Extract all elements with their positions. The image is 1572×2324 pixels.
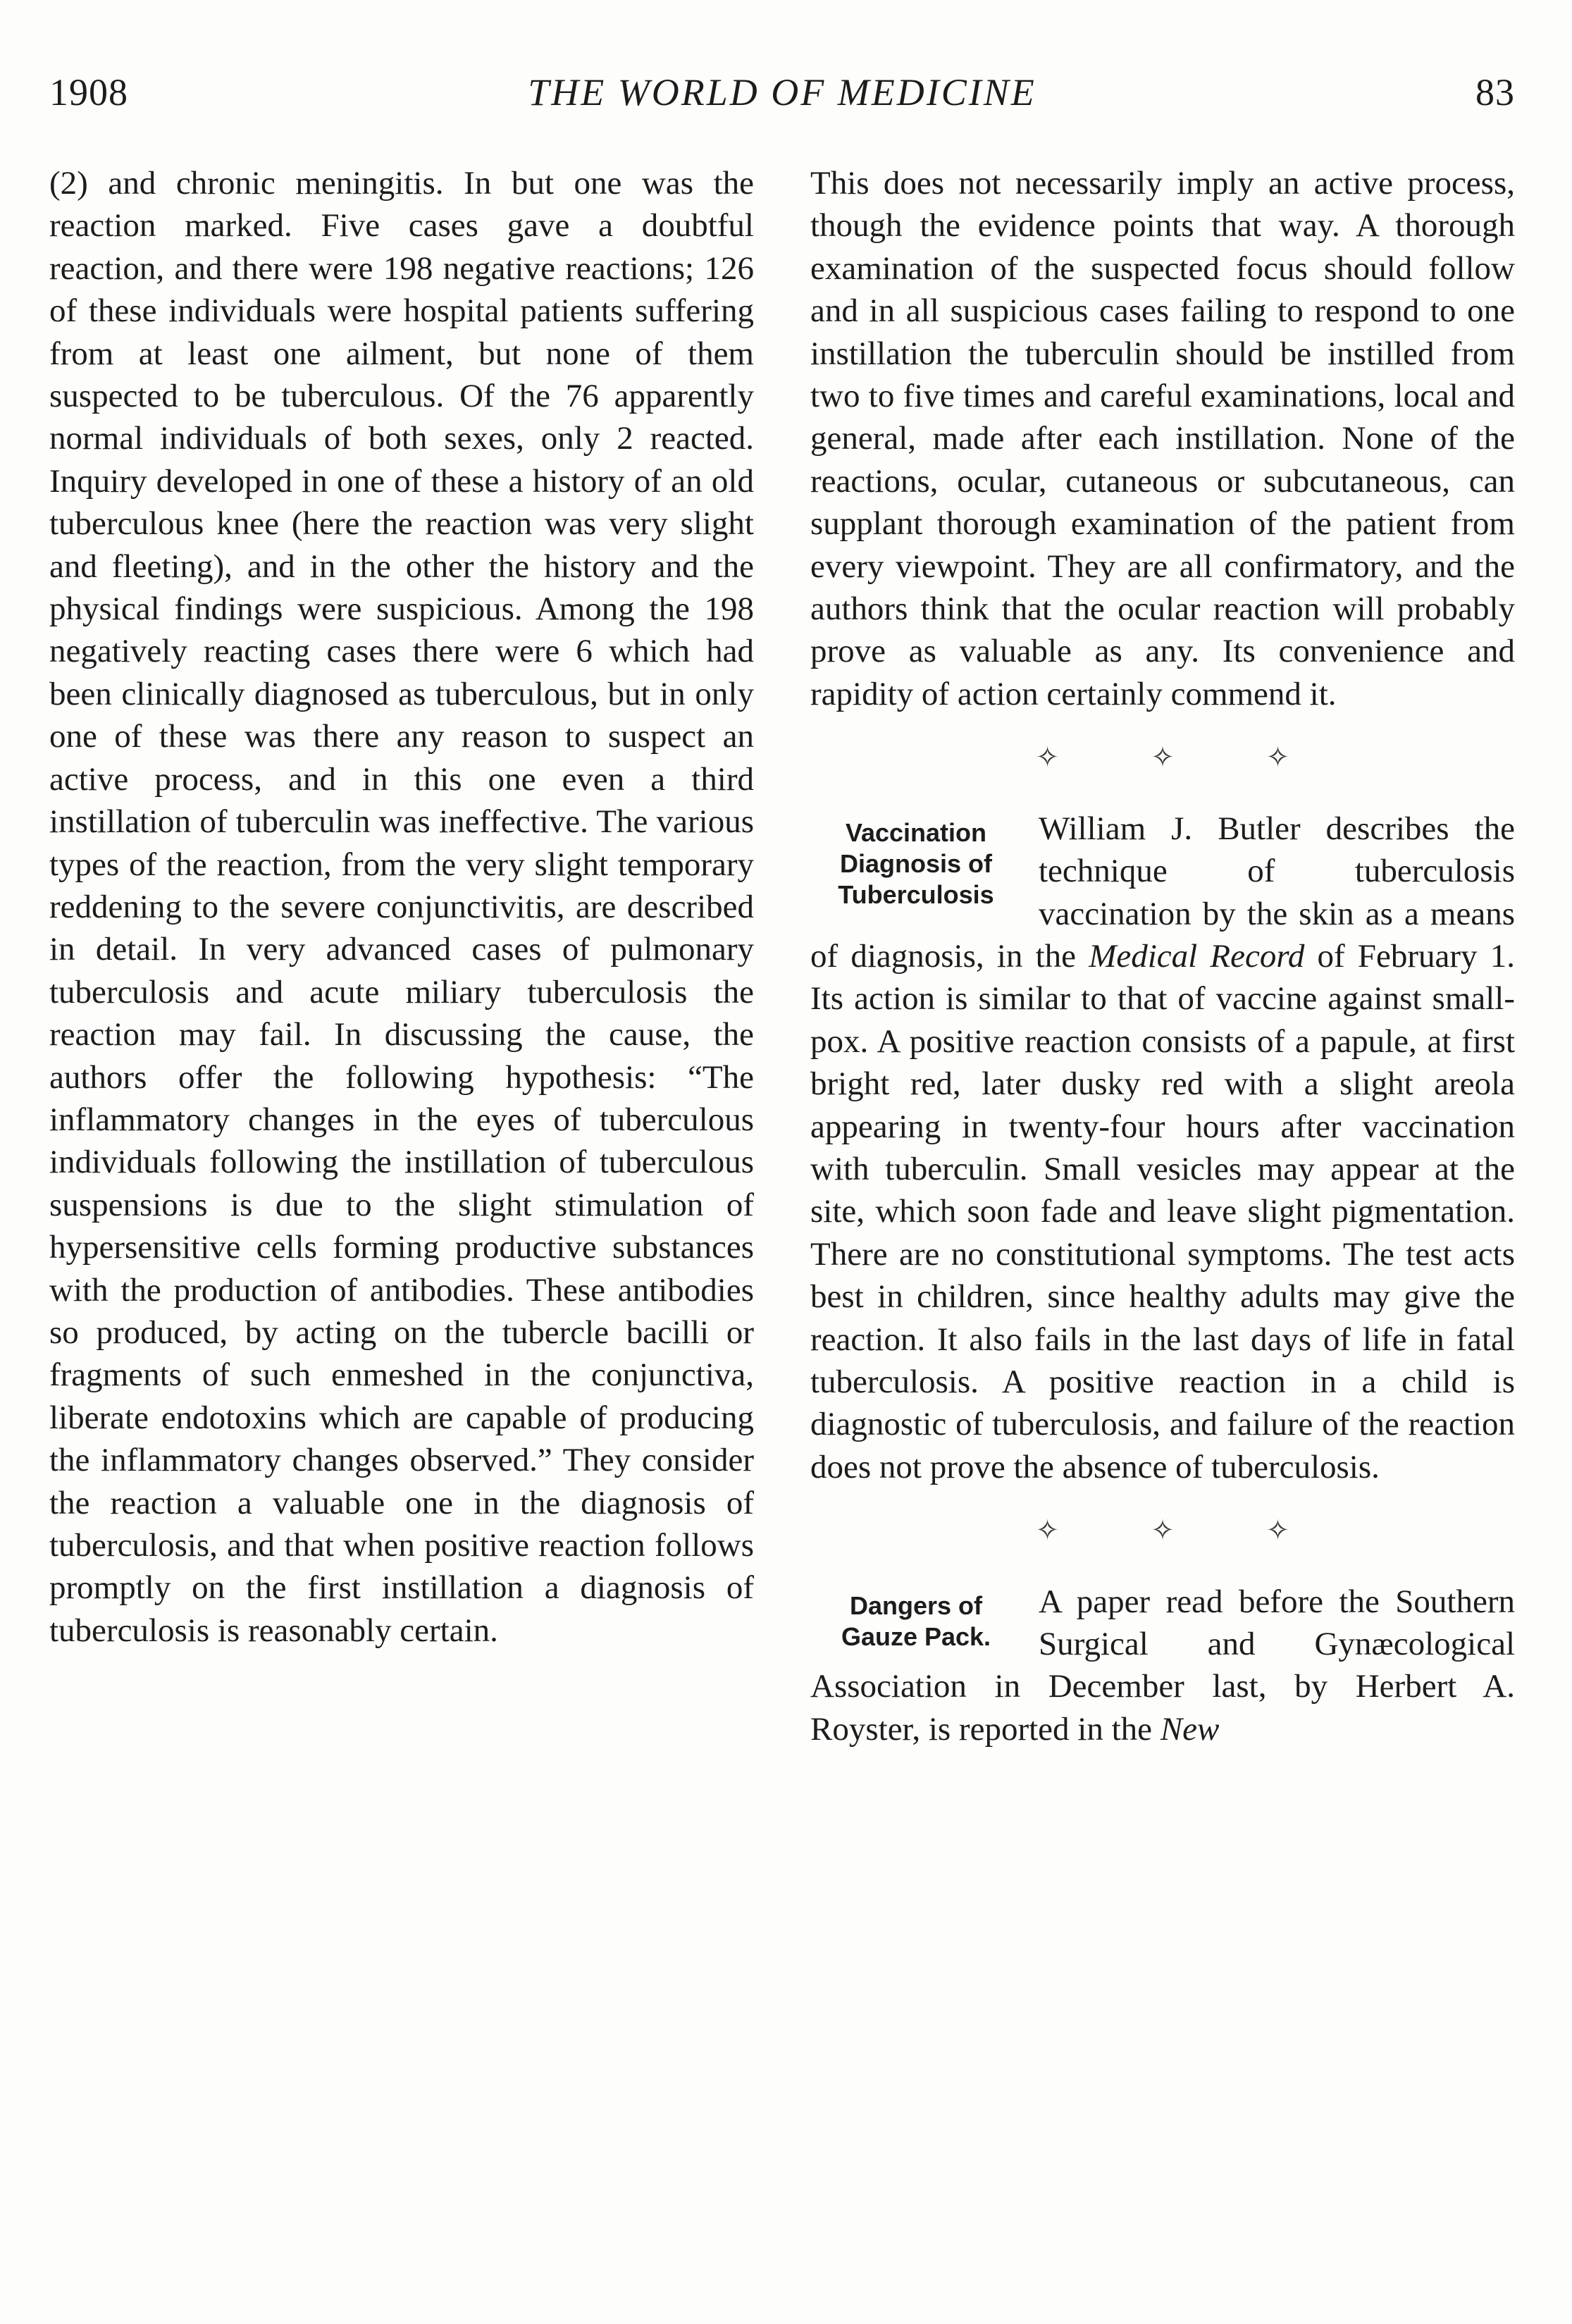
- left-column: [49, 162, 754, 1652]
- header-year: 1908: [49, 71, 128, 113]
- section-gauze-pack: [810, 1581, 1515, 1751]
- journal-name-new: New: [1160, 1710, 1220, 1748]
- continued-paragraph: This does not necessarily imply an active process, though the evidence points that way. A thorough examination of the suspected focus should follow and in all suspicious cases failing to respond to one instillation the tuberculin should be instilled from two to five times and careful examinations, local and general, made after each instillation. None of the reactions, ocular, cutaneous or subcutaneous, can supplant thorough examination of the patient from every viewpoint. They are all confirmatory, and the authors think that the ocular reaction will probably prove as valuable as any. Its convenience and rapidity of action certainly commend it.: [810, 165, 1515, 712]
- running-head: [49, 70, 1515, 134]
- journal-name-medical-record: Medical Record: [1089, 937, 1305, 975]
- section-vaccination-diagnosis: [810, 808, 1515, 1489]
- journal-title: THE WORLD OF MEDICINE: [528, 71, 1036, 113]
- left-column-paragraph: (2) and chronic meningitis. In but one was the reaction marked. Five cases gave a doubtful reaction, and there were 198 negative reactions; 126 of these individuals were hospital patients suffering from at least one ailment, but none of them suspected to be tuberculous. Of the 76 apparently normal individuals of both sexes, only 2 reacted. Inquiry developed in one of these a history of an old tuberculous knee (here the reaction was very slight and fleeting), and in the other the history and the physical findings were suspicious. Among the 198 negatively reacting cases there were 6 which had been clinically diagnosed as tuberculous, but in only one of these was there any reason to suspect an active process, and in this one even a third instillation of tuberculin was ineffective. The various types of the reaction, from the very slight temporary reddening to the severe conjunctivitis, are described in detail. In very advanced cases of pulmonary tuberculosis and acute miliary tuberculosis the reaction may fail. In discussing the cause, the authors offer the following hypothesis: “The inflammatory changes in the eyes of tuberculous individuals following the instillation of tuberculous suspensions is due to the slight stimulation of hypersensitive cells forming productive substances with the production of antibodies. These antibodies so produced, by acting on the tubercle bacilli or fragments of such enmeshed in the conjunctiva, liberate endotoxins which are capable of producing the inflammatory changes observed.” They consider the reaction a valuable one in the diagnosis of tuberculosis, and that when positive reaction follows promptly on the first instillation a diagnosis of tuberculosis is reasonably certain.: [49, 165, 754, 1649]
- gauze-paragraph: A paper read before the Southern Surgical and Gynæcological Association in December last, by Herbert A. Royster, is reported in the New: [810, 1583, 1515, 1748]
- side-heading-gauze: Dangers of Gauze Pack.: [841, 1590, 991, 1651]
- right-column: [810, 162, 1515, 1750]
- journal-page: [49, 70, 1515, 1748]
- side-heading-vaccination: Vaccination Diagnosis of Tuberculosis: [838, 817, 994, 909]
- page-number: 83: [1475, 71, 1515, 113]
- section-separator: ✧ ✧ ✧: [1035, 741, 1332, 774]
- section-separator-2: ✧ ✧ ✧: [1035, 1514, 1332, 1547]
- vaccination-paragraph: William J. Butler describes the technique of tuberculosis vaccination by the skin as a means of diagnosis, in the Medical Record of February 1. Its action is similar to that of vaccine against small-pox. A positive reaction consists of a papule, at first bright red, later dusky red with a slight areola appearing in twenty-four hours after vaccination with tuberculin. Small vesicles may appear at the site, which soon fade and leave slight pigmentation. There are no constitutional symptoms. The test acts best in children, since healthy adults may give the reaction. It also fails in the last days of life in fatal tuberculosis. A positive reaction in a child is diagnostic of tuberculosis, and failure of the reaction does not prove the absence of tuberculosis.: [810, 810, 1515, 1485]
